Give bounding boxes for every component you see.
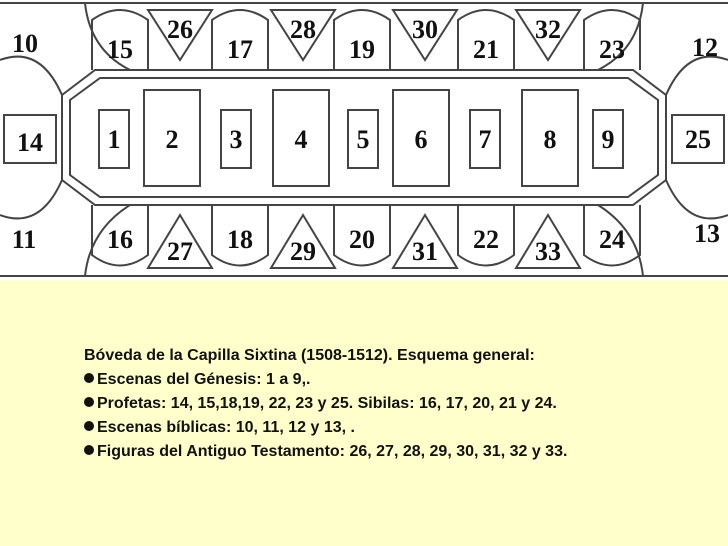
bottom-triangle-label: 29 <box>290 237 316 266</box>
top-row-label: 19 <box>349 35 375 64</box>
corner-label: 10 <box>12 29 38 58</box>
genesis-label: 6 <box>414 125 428 154</box>
top-row-label: 17 <box>227 35 253 64</box>
bottom-triangle-label: 31 <box>412 237 438 266</box>
corner-arc-top-left <box>0 57 62 95</box>
top-row-label: 23 <box>599 35 625 64</box>
top-row-label: 15 <box>107 35 133 64</box>
bullet-icon <box>84 373 94 383</box>
bottom-row-label: 16 <box>107 225 133 254</box>
top-triangle-label: 30 <box>412 15 438 44</box>
bullet-icon <box>84 445 94 455</box>
caption-item <box>84 392 704 416</box>
caption-item-text: Escenas bíblicas: 10, 11, 12 y 13, . <box>97 419 355 436</box>
top-triangle-label: 26 <box>167 15 193 44</box>
bottom-triangle-label: 33 <box>535 237 561 266</box>
corner-label: 12 <box>692 33 718 62</box>
caption-item-text: Escenas del Génesis: 1 a 9,. <box>97 371 311 388</box>
bottom-row-label: 24 <box>599 225 625 254</box>
genesis-label: 7 <box>478 125 492 154</box>
corner-arc-top-right <box>666 57 728 95</box>
bottom-row-label: 18 <box>227 225 253 254</box>
genesis-label: 1 <box>107 125 121 154</box>
caption-item <box>84 368 704 392</box>
genesis-label: 3 <box>229 125 243 154</box>
caption <box>84 344 704 464</box>
caption-title: Bóveda de la Capilla Sixtina (1508-1512). Esquema general: <box>84 347 535 364</box>
bottom-row-label: 22 <box>473 225 499 254</box>
genesis-label: 4 <box>294 125 308 154</box>
bullet-icon <box>84 421 94 431</box>
caption-item-text: Profetas: 14, 15,18,19, 22, 23 y 25. Sibilas: 16, 17, 20, 21 y 24. <box>97 395 557 412</box>
genesis-label: 8 <box>543 125 557 154</box>
genesis-label: 5 <box>356 125 370 154</box>
corner-arc-bottom-right <box>666 180 728 218</box>
bottom-triangle-label: 27 <box>167 237 193 266</box>
top-triangle-label: 32 <box>535 15 561 44</box>
corner-label: 13 <box>694 219 720 248</box>
top-row-label: 21 <box>473 35 499 64</box>
corner-arc-bottom-left <box>0 180 62 218</box>
genesis-label: 2 <box>165 125 179 154</box>
bullet-icon <box>84 397 94 407</box>
caption-item <box>84 440 704 464</box>
end-label: 14 <box>17 128 43 157</box>
end-label: 25 <box>685 125 711 154</box>
corner-label: 11 <box>11 225 37 254</box>
caption-item-text: Figuras del Antiguo Testamento: 26, 27, 28, 29, 30, 31, 32 y 33. <box>97 443 568 460</box>
top-triangle-label: 28 <box>290 15 316 44</box>
genesis-label: 9 <box>601 125 615 154</box>
bottom-row-label: 20 <box>349 225 375 254</box>
caption-item <box>84 416 704 440</box>
